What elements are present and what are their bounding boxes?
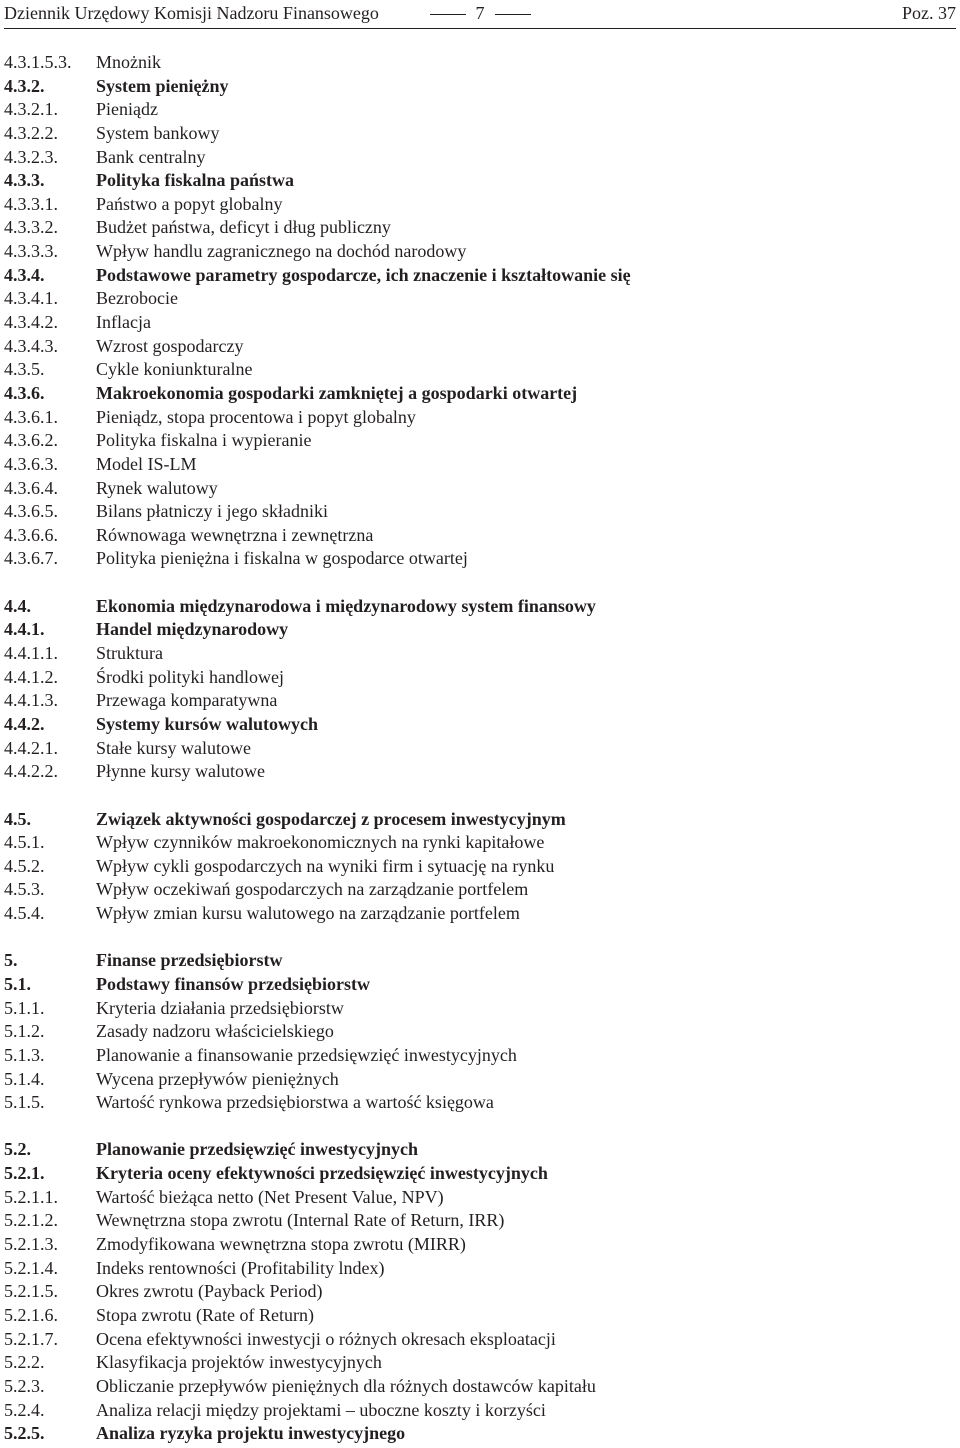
toc-entry-title: Inflacja bbox=[96, 312, 151, 333]
toc-entry bbox=[4, 878, 954, 902]
toc-entry-title: Pieniądz bbox=[96, 99, 158, 120]
toc-entry-title: Struktura bbox=[96, 643, 163, 664]
toc-entry bbox=[4, 169, 954, 193]
toc-entry-number: 4.3.2. bbox=[4, 75, 45, 96]
toc-entry-number: 4.3.6.3. bbox=[4, 453, 58, 474]
toc-entry-title: Wpływ oczekiwań gospodarczych na zarządzanie portfelem bbox=[96, 879, 529, 900]
toc-entry-title: Handel międzynarodowy bbox=[96, 619, 289, 640]
toc-entry bbox=[4, 1351, 954, 1375]
toc-entry-title: System pieniężny bbox=[96, 75, 229, 96]
toc-entry-number: 4.3.2.3. bbox=[4, 146, 58, 167]
toc-entry-title: Wartość bieżąca netto (Net Present Value, NPV) bbox=[96, 1186, 444, 1207]
toc-entry bbox=[4, 547, 954, 571]
toc-entry-number: 4.3.6. bbox=[4, 382, 45, 403]
journal-title: Dziennik Urzędowy Komisji Nadzoru Finansowego bbox=[4, 3, 379, 23]
toc-entry-number: 4.3.4.3. bbox=[4, 335, 58, 356]
toc-entry-number: 4.5.1. bbox=[4, 832, 45, 853]
toc-entry-title: Kryteria oceny efektywności przedsięwzięć inwestycyjnych bbox=[96, 1163, 548, 1184]
toc-entry bbox=[4, 1162, 954, 1186]
toc-entry-title: Stopa zwrotu (Rate of Return) bbox=[96, 1304, 314, 1325]
toc-entry bbox=[4, 713, 954, 737]
toc-entry bbox=[4, 973, 954, 997]
toc-entry-number: 4.4.1.3. bbox=[4, 690, 58, 711]
toc-entry-title: Polityka fiskalna i wypieranie bbox=[96, 430, 312, 451]
toc-entry-number: 4.4. bbox=[4, 595, 31, 616]
toc-entry-title: Klasyfikacja projektów inwestycyjnych bbox=[96, 1352, 382, 1373]
toc-entry-number: 4.3.6.4. bbox=[4, 477, 58, 498]
toc-entry-number: 4.3.6.6. bbox=[4, 524, 58, 545]
toc-entry bbox=[4, 524, 954, 548]
toc-entry-title: Zasady nadzoru właścicielskiego bbox=[96, 1021, 334, 1042]
toc-entry-number: 4.4.2.1. bbox=[4, 737, 58, 758]
toc-entry bbox=[4, 406, 954, 430]
toc-entry bbox=[4, 1068, 954, 1092]
toc-entry-number: 5.1.4. bbox=[4, 1068, 45, 1089]
toc-entry-number: 4.4.2.2. bbox=[4, 761, 58, 782]
toc-entry bbox=[4, 500, 954, 524]
toc-entry-title: Państwo a popyt globalny bbox=[96, 193, 283, 214]
toc-entry-title: System bankowy bbox=[96, 122, 220, 143]
toc-entry-title: Planowanie przedsięwzięć inwestycyjnych bbox=[96, 1139, 418, 1160]
toc-entry-title: Makroekonomia gospodarki zamkniętej a gospodarki otwartej bbox=[96, 382, 578, 403]
toc-entry-number: 4.5.4. bbox=[4, 903, 45, 924]
toc-entry-number: 5.2.3. bbox=[4, 1375, 45, 1396]
toc-entry-number: 4.3.2.1. bbox=[4, 99, 58, 120]
toc-entry-number: 5.1. bbox=[4, 973, 31, 994]
dash-left bbox=[430, 14, 466, 15]
toc-entry bbox=[4, 1209, 954, 1233]
toc-entry-number: 5.2.1.3. bbox=[4, 1234, 58, 1255]
toc-entry bbox=[4, 1020, 954, 1044]
toc-entry-number: 4.3.2.2. bbox=[4, 122, 58, 143]
toc-entry-title: Ocena efektywności inwestycji o różnych okresach eksploatacji bbox=[96, 1328, 556, 1349]
toc-entry bbox=[4, 1044, 954, 1068]
toc-entry-title: Cykle koniunkturalne bbox=[96, 359, 253, 380]
toc-entry-number: 4.3.6.1. bbox=[4, 406, 58, 427]
toc-entry-number: 4.3.3. bbox=[4, 170, 45, 191]
toc-entry bbox=[4, 1138, 954, 1162]
toc-entry-number: 5.2.2. bbox=[4, 1352, 45, 1373]
toc-entry-title: Planowanie a finansowanie przedsięwzięć inwestycyjnych bbox=[96, 1044, 517, 1065]
toc-entry-number: 5.2.5. bbox=[4, 1423, 45, 1444]
toc-entry bbox=[4, 831, 954, 855]
toc-entry-title: Przewaga komparatywna bbox=[96, 690, 278, 711]
toc-entry-number: 4.3.3.1. bbox=[4, 193, 58, 214]
toc-entry-number: 4.5. bbox=[4, 808, 31, 829]
page-header bbox=[4, 0, 956, 29]
toc-entry bbox=[4, 689, 954, 713]
toc-entry bbox=[4, 51, 954, 75]
toc-entry bbox=[4, 335, 954, 359]
toc-entry bbox=[4, 477, 954, 501]
toc-entry bbox=[4, 1328, 954, 1352]
toc-entry bbox=[4, 808, 954, 832]
toc-entry-title: Indeks rentowności (Profitability lndex) bbox=[96, 1257, 385, 1278]
toc-entry-number: 5.1.1. bbox=[4, 997, 45, 1018]
dash-right bbox=[495, 14, 531, 15]
toc-entry-title: Ekonomia międzynarodowa i międzynarodowy system finansowy bbox=[96, 595, 596, 616]
toc-entry bbox=[4, 1422, 954, 1446]
page-number-value: 7 bbox=[475, 3, 485, 23]
toc-entry bbox=[4, 146, 954, 170]
toc-entry-number: 5.2.1.5. bbox=[4, 1281, 58, 1302]
position-number: Poz. 37 bbox=[902, 3, 956, 23]
toc-entry-title: Stałe kursy walutowe bbox=[96, 737, 251, 758]
toc-entry-number: 5.2. bbox=[4, 1139, 31, 1160]
toc-entry-number: 5.1.5. bbox=[4, 1092, 45, 1113]
toc-entry-number: 4.3.6.2. bbox=[4, 430, 58, 451]
toc-entry bbox=[4, 1233, 954, 1257]
toc-entry-title: Wzrost gospodarczy bbox=[96, 335, 244, 356]
toc-entry-number: 4.3.3.3. bbox=[4, 241, 58, 262]
toc-entry-number: 5.2.1. bbox=[4, 1163, 45, 1184]
toc-entry-title: Polityka pieniężna i fiskalna w gospodarce otwartej bbox=[96, 548, 468, 569]
toc-entry bbox=[4, 216, 954, 240]
toc-entry bbox=[4, 193, 954, 217]
toc-entry-title: Polityka fiskalna państwa bbox=[96, 170, 295, 191]
toc-entry-number: 5.2.1.6. bbox=[4, 1304, 58, 1325]
toc-entry bbox=[4, 1375, 954, 1399]
toc-entry bbox=[4, 1280, 954, 1304]
toc-entry-number: 4.3.1.5.3. bbox=[4, 52, 72, 72]
toc-entry-number: 4.3.4. bbox=[4, 264, 45, 285]
toc-entry bbox=[4, 855, 954, 879]
toc-entry-number: 5.2.4. bbox=[4, 1399, 45, 1420]
toc-entry-title: Kryteria działania przedsiębiorstw bbox=[96, 997, 344, 1018]
toc-entry-title: Zmodyfikowana wewnętrzna stopa zwrotu (MIRR) bbox=[96, 1234, 466, 1255]
toc-entry-number: 5.1.3. bbox=[4, 1044, 45, 1065]
toc-entry-number: 4.4.1.2. bbox=[4, 666, 58, 687]
toc-entry bbox=[4, 1399, 954, 1423]
toc-entry bbox=[4, 595, 954, 619]
toc-entry bbox=[4, 949, 954, 973]
toc-entry-number: 4.5.2. bbox=[4, 855, 45, 876]
toc-entry-title: Analiza ryzyka projektu inwestycyjnego bbox=[96, 1423, 406, 1444]
toc-entry-title: Budżet państwa, deficyt i dług publiczny bbox=[96, 217, 391, 238]
toc-entry bbox=[4, 902, 954, 926]
toc-entry-title: Obliczanie przepływów pieniężnych dla różnych dostawców kapitału bbox=[96, 1375, 596, 1396]
toc-entry bbox=[4, 1304, 954, 1328]
toc-entry-title: Bilans płatniczy i jego składniki bbox=[96, 501, 328, 522]
toc-entry-number: 4.5.3. bbox=[4, 879, 45, 900]
toc-entry-number: 4.4.2. bbox=[4, 713, 45, 734]
toc-entry-title: Podstawy finansów przedsiębiorstw bbox=[96, 973, 371, 994]
toc-entry-title: Systemy kursów walutowych bbox=[96, 713, 319, 734]
toc-entry-number: 4.3.4.1. bbox=[4, 288, 58, 309]
toc-entry-title: Podstawowe parametry gospodarcze, ich znaczenie i kształtowanie się bbox=[96, 264, 631, 285]
toc-entry bbox=[4, 240, 954, 264]
toc-entry bbox=[4, 98, 954, 122]
toc-entry-title: Finanse przedsiębiorstw bbox=[96, 950, 283, 971]
toc-entry-number: 5.2.1.7. bbox=[4, 1328, 58, 1349]
toc-entry-title: Analiza relacji między projektami – uboczne koszty i korzyści bbox=[96, 1399, 546, 1420]
toc-entry bbox=[4, 75, 954, 99]
toc-entry bbox=[4, 642, 954, 666]
toc-entry-title: Związek aktywności gospodarczej z procesem inwestycyjnym bbox=[96, 808, 566, 829]
toc-entry-title: Wewnętrzna stopa zwrotu (Internal Rate of Return, IRR) bbox=[96, 1210, 505, 1231]
toc-entry bbox=[4, 122, 954, 146]
toc-entry-title: Wycena przepływów pieniężnych bbox=[96, 1068, 339, 1089]
toc-entry bbox=[4, 429, 954, 453]
toc-entry-number: 4.3.3.2. bbox=[4, 217, 58, 238]
toc-entry bbox=[4, 453, 954, 477]
toc-entry-title: Bezrobocie bbox=[96, 288, 178, 309]
toc-entry bbox=[4, 1257, 954, 1281]
toc-entry-title: Wpływ cykli gospodarczych na wyniki firm i sytuację na rynku bbox=[96, 855, 555, 876]
toc-entry-title: Płynne kursy walutowe bbox=[96, 761, 265, 782]
toc-entry bbox=[4, 382, 954, 406]
toc-entry-title: Wpływ zmian kursu walutowego na zarządzanie portfelem bbox=[96, 903, 520, 924]
toc-entry-number: 4.3.4.2. bbox=[4, 312, 58, 333]
toc-entry-title: Środki polityki handlowej bbox=[96, 666, 284, 687]
toc-entry-number: 5. bbox=[4, 950, 18, 971]
toc-entry bbox=[4, 618, 954, 642]
toc-entry-title: Bank centralny bbox=[96, 146, 206, 167]
toc-entry-number: 4.4.1. bbox=[4, 619, 45, 640]
toc-entry-title: Rynek walutowy bbox=[96, 477, 218, 498]
page-number bbox=[4, 0, 956, 26]
toc-entry-number: 4.3.5. bbox=[4, 359, 45, 380]
toc-entry-number: 4.3.6.7. bbox=[4, 548, 58, 569]
toc-entry bbox=[4, 311, 954, 335]
toc-entry-title: Model IS-LM bbox=[96, 453, 197, 474]
toc-entry-number: 4.3.6.5. bbox=[4, 501, 58, 522]
toc-entry bbox=[4, 1091, 954, 1115]
toc-entry bbox=[4, 760, 954, 784]
toc-entry-title: Okres zwrotu (Payback Period) bbox=[96, 1281, 323, 1302]
toc-entry-title: Pieniądz, stopa procentowa i popyt globalny bbox=[96, 406, 416, 427]
toc-entry bbox=[4, 264, 954, 288]
toc-entry-number: 5.1.2. bbox=[4, 1021, 45, 1042]
toc-entry-title: Mnożnik bbox=[96, 52, 161, 72]
toc-entry bbox=[4, 737, 954, 761]
toc-entry bbox=[4, 358, 954, 382]
toc-entry-number: 5.2.1.2. bbox=[4, 1210, 58, 1231]
toc-entry bbox=[4, 287, 954, 311]
toc-entry-title: Równowaga wewnętrzna i zewnętrzna bbox=[96, 524, 374, 545]
toc-entry-number: 5.2.1.1. bbox=[4, 1186, 58, 1207]
toc-entry bbox=[4, 1186, 954, 1210]
toc-entry-title: Wpływ handlu zagranicznego na dochód narodowy bbox=[96, 241, 467, 262]
toc-entry-number: 4.4.1.1. bbox=[4, 643, 58, 664]
toc-entry bbox=[4, 997, 954, 1021]
toc-entry-title: Wpływ czynników makroekonomicznych na rynki kapitałowe bbox=[96, 832, 545, 853]
table-of-contents bbox=[4, 51, 954, 1446]
toc-entry-number: 5.2.1.4. bbox=[4, 1257, 58, 1278]
toc-entry-title: Wartość rynkowa przedsiębiorstwa a wartość księgowa bbox=[96, 1092, 494, 1113]
toc-entry bbox=[4, 666, 954, 690]
